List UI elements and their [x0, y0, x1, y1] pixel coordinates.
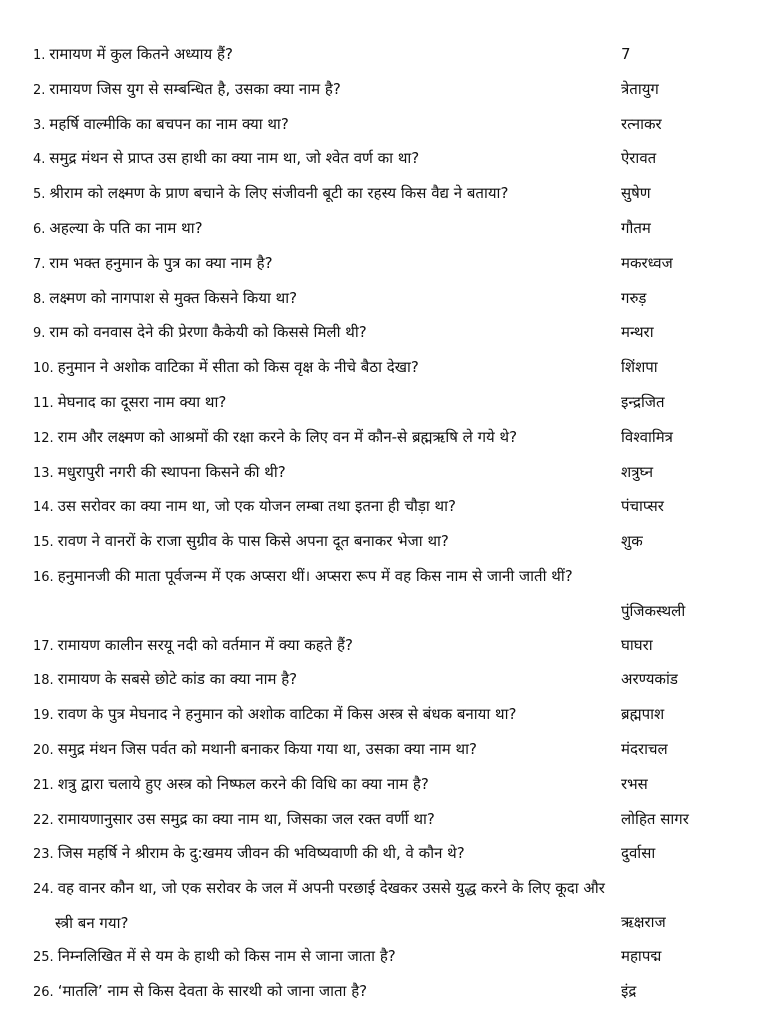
question-number: 9. [33, 326, 46, 342]
question-item-8 [33, 282, 745, 317]
answer-text: दुर्वासा [621, 844, 656, 863]
question-item-22 [33, 803, 745, 838]
answer-text: विश्वामित्र [621, 427, 673, 446]
answer-text: पुंजिकस्थली [621, 601, 686, 620]
question-number: 20. [33, 742, 54, 758]
answer-text: इंद्र [621, 981, 637, 1000]
question-item-2 [33, 73, 745, 108]
question-body: ‘मातलि’ नाम से किस देवता के सारथी को जाना जाता है? [57, 981, 368, 1000]
question-item-3 [33, 108, 745, 143]
answer-text: सुषेण [621, 184, 651, 203]
question-number: 6. [33, 221, 46, 237]
answer-text: 7 [621, 45, 631, 63]
question-item-15 [33, 525, 745, 560]
question-number: 14. [33, 500, 54, 516]
answer-text: रत्नाकर [621, 114, 662, 133]
question-item-20 [33, 733, 745, 768]
question-body: रामायण के सबसे छोटे कांड का क्या नाम है? [57, 670, 298, 689]
question-number: 11. [33, 395, 54, 411]
question-number: 16. [33, 569, 54, 585]
question-body: वह वानर कौन था, जो एक सरोवर के जल में अपनी परछाई देखकर उससे युद्ध करने के लिए कूदा और स्त्री बन गया? [55, 879, 605, 932]
answer-text: शुक [621, 532, 643, 551]
question-item-13 [33, 456, 745, 491]
question-item-25 [33, 940, 745, 975]
question-number: 13. [33, 465, 54, 481]
question-number: 19. [33, 708, 54, 724]
question-item-14 [33, 490, 745, 525]
question-item-23 [33, 837, 745, 872]
answer-text: मकरध्वज [621, 253, 673, 272]
answer-text: इन्द्रजित [621, 392, 665, 411]
question-body: रामायणानुसार उस समुद्र का क्या नाम था, जिसका जल रक्त वर्णी था? [57, 809, 435, 828]
question-body: मेघनाद का दूसरा नाम क्या था? [57, 392, 227, 411]
question-body: समुद्र मंथन जिस पर्वत को मथानी बनाकर किया गया था, उसका क्या नाम था? [57, 739, 477, 758]
question-item-17 [33, 629, 745, 664]
question-item-7 [33, 247, 745, 282]
question-body: समुद्र मंथन से प्राप्त उस हाथी का क्या नाम था, जो श्वेत वर्ण का था? [49, 149, 420, 168]
answer-text: ब्रह्मपाश [621, 705, 665, 724]
question-number: 8. [33, 291, 46, 307]
question-item-18 [33, 663, 745, 698]
question-body: अहल्या के पति का नाम था? [49, 218, 203, 237]
question-item-19 [33, 698, 745, 733]
answer-text: ऐरावत [621, 149, 657, 168]
question-body: जिस महर्षि ने श्रीराम के दु:खमय जीवन की भविष्यवाणी की थी, वे कौन थे? [57, 844, 465, 863]
question-item-21 [33, 768, 745, 803]
question-item-10 [33, 351, 745, 386]
answer-text: मंदराचल [621, 739, 668, 758]
answer-text: अरण्यकांड [621, 670, 678, 689]
question-number: 24. [33, 882, 54, 898]
question-number: 1. [33, 48, 46, 63]
question-body: रामायण जिस युग से सम्बन्धित है, उसका क्या नाम है? [49, 79, 341, 98]
answer-text: शिंशपा [621, 358, 658, 377]
question-number: 18. [33, 673, 54, 689]
question-body: शत्रु द्वारा चलाये हुए अस्त्र को निष्फल करने की विधि का क्या नाम है? [57, 774, 429, 793]
question-item-5 [33, 177, 745, 212]
question-number: 26. [33, 984, 54, 1000]
question-item-16 [33, 560, 745, 629]
answer-text: लोहित सागर [621, 809, 689, 828]
question-body: श्रीराम को लक्ष्मण के प्राण बचाने के लिए संजीवनी बूटी का रहस्य किस वैद्य ने बताया? [49, 184, 509, 203]
answer-text: मन्थरा [621, 323, 654, 342]
answer-text: शत्रुघ्न [621, 462, 654, 481]
question-item-9 [33, 316, 745, 351]
question-body: लक्ष्मण को नागपाश से मुक्त किसने किया था? [49, 288, 298, 307]
question-body: रावण के पुत्र मेघनाद ने हनुमान को अशोक वाटिका में किस अस्त्र से बंधक बनाया था? [57, 705, 517, 724]
question-text [33, 560, 745, 595]
question-body: निम्नलिखित में से यम के हाथी को किस नाम से जाना जाता है? [57, 946, 396, 965]
question-number: 15. [33, 535, 54, 551]
question-item-12 [33, 421, 745, 456]
question-number: 3. [33, 117, 46, 133]
question-body: राम भक्त हनुमान के पुत्र का क्या नाम है? [49, 253, 273, 272]
answer-text: रभस [621, 774, 648, 793]
answer-text: घाघरा [621, 635, 653, 654]
question-body: रामायण में कुल कितने अध्याय हैं? [49, 45, 233, 63]
question-text [33, 38, 745, 73]
question-number: 10. [33, 361, 54, 377]
question-body: हनुमानजी की माता पूर्वजन्म में एक अप्सरा थीं। अप्सरा रूप में वह किस नाम से जानी जाती थीं? [57, 566, 573, 585]
question-number: 2. [33, 82, 46, 98]
question-body: मधुरापुरी नगरी की स्थापना किसने की थी? [57, 462, 286, 481]
answer-text: त्रेतायुग [621, 79, 659, 98]
question-body: रामायण कालीन सरयू नदी को वर्तमान में क्या कहते हैं? [57, 635, 353, 654]
answer-text: गौतम [621, 218, 651, 237]
question-number: 5. [33, 187, 46, 203]
question-number: 25. [33, 949, 54, 965]
question-answer-list [33, 38, 745, 1009]
question-body: हनुमान ने अशोक वाटिका में सीता को किस वृक्ष के नीचे बैठा देखा? [57, 358, 419, 377]
question-item-6 [33, 212, 745, 247]
question-body: महर्षि वाल्मीकि का बचपन का नाम क्या था? [49, 114, 289, 133]
question-number: 12. [33, 430, 54, 446]
question-body: उस सरोवर का क्या नाम था, जो एक योजन लम्बा तथा इतना ही चौड़ा था? [57, 497, 456, 516]
question-body: राम को वनवास देने की प्रेरणा कैकेयी को किससे मिली थी? [49, 323, 367, 342]
question-number: 4. [33, 152, 46, 168]
question-body: राम और लक्ष्मण को आश्रमों की रक्षा करने के लिए वन में कौन-से ब्रह्मऋषि ले गये थे? [57, 427, 518, 446]
question-item-26 [33, 975, 745, 1010]
question-number: 7. [33, 256, 46, 272]
answer-text: महापद्म [621, 946, 662, 965]
question-text [33, 975, 745, 1010]
question-number: 21. [33, 777, 54, 793]
question-item-11 [33, 386, 745, 421]
question-number: 23. [33, 847, 54, 863]
answer-text: गरुड़ [621, 288, 647, 307]
question-item-4 [33, 142, 745, 177]
answer-text: पंचाप्सर [621, 497, 664, 516]
question-item-1 [33, 38, 745, 73]
question-body: रावण ने वानरों के राजा सुग्रीव के पास किसे अपना दूत बनाकर भेजा था? [57, 532, 449, 551]
question-number: 17. [33, 638, 54, 654]
question-item-24 [33, 872, 745, 940]
question-number: 22. [33, 812, 54, 828]
answer-text: ऋक्षराज [621, 912, 666, 931]
